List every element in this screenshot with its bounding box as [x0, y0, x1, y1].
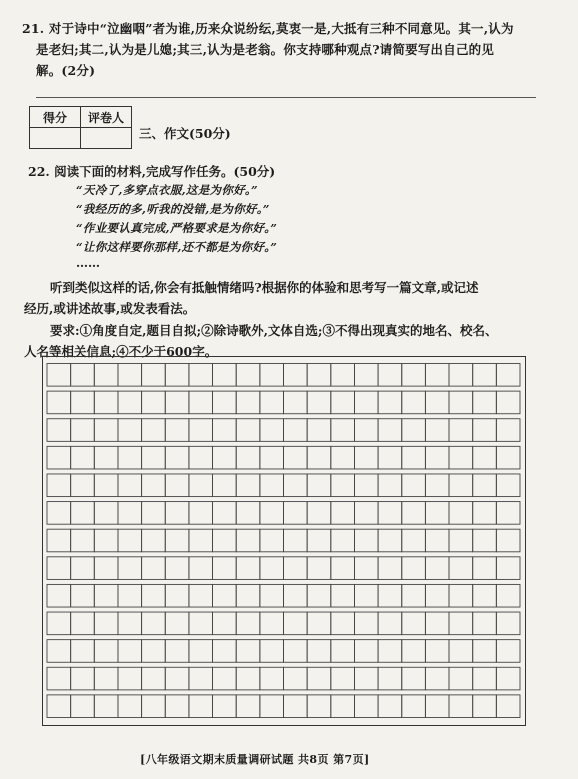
grid-cell[interactable]: [236, 502, 260, 525]
grid-cell[interactable]: [331, 502, 355, 525]
grid-cell[interactable]: [473, 557, 497, 580]
grid-cell[interactable]: [165, 529, 189, 552]
grid-cell[interactable]: [473, 640, 497, 663]
grid-cell[interactable]: [402, 502, 426, 525]
answer-line: [36, 97, 536, 98]
grid-cell[interactable]: [473, 529, 497, 552]
grid-cell[interactable]: [354, 474, 378, 497]
grid-cell[interactable]: [449, 612, 473, 635]
grid-cell[interactable]: [307, 695, 331, 718]
grid-cell[interactable]: [496, 667, 520, 690]
grid-cell[interactable]: [118, 584, 142, 607]
grid-cell[interactable]: [47, 474, 71, 497]
grid-cell[interactable]: [236, 529, 260, 552]
grid-cell[interactable]: [189, 612, 213, 635]
grid-cell[interactable]: [142, 446, 166, 469]
grid-cell[interactable]: [165, 667, 189, 690]
grid-cell[interactable]: [307, 529, 331, 552]
grid-cell[interactable]: [189, 529, 213, 552]
grid-cell[interactable]: [165, 502, 189, 525]
grid-cell[interactable]: [236, 640, 260, 663]
grid-cell[interactable]: [94, 474, 118, 497]
grid-cell[interactable]: [118, 695, 142, 718]
grid-cell[interactable]: [260, 529, 284, 552]
grid-cell[interactable]: [165, 557, 189, 580]
grid-cell[interactable]: [496, 640, 520, 663]
grid-cell[interactable]: [189, 446, 213, 469]
grid-cell[interactable]: [142, 667, 166, 690]
grid-cell[interactable]: [47, 364, 71, 387]
grid-cell[interactable]: [165, 474, 189, 497]
grid-cell[interactable]: [284, 667, 308, 690]
grid-cell[interactable]: [473, 667, 497, 690]
grid-cell[interactable]: [331, 667, 355, 690]
grid-cell[interactable]: [142, 364, 166, 387]
grid-cell[interactable]: [425, 446, 449, 469]
grid-cell[interactable]: [473, 612, 497, 635]
grid-cell[interactable]: [118, 364, 142, 387]
grid-cell[interactable]: [189, 640, 213, 663]
grid-cell[interactable]: [402, 557, 426, 580]
grid-cell[interactable]: [260, 391, 284, 414]
grid-cell[interactable]: [331, 640, 355, 663]
grid-cell[interactable]: [449, 640, 473, 663]
grid-cell[interactable]: [284, 612, 308, 635]
grid-cell[interactable]: [425, 474, 449, 497]
grid-cell[interactable]: [449, 446, 473, 469]
grid-cell[interactable]: [94, 640, 118, 663]
quote-ellipsis: ……: [76, 256, 100, 270]
grid-cell[interactable]: [94, 695, 118, 718]
grid-cell[interactable]: [260, 584, 284, 607]
grid-cell[interactable]: [354, 529, 378, 552]
grid-cell[interactable]: [425, 667, 449, 690]
grid-cell[interactable]: [307, 364, 331, 387]
grid-cell[interactable]: [118, 474, 142, 497]
grid-cell[interactable]: [449, 502, 473, 525]
grid-cell[interactable]: [236, 419, 260, 442]
grid-cell[interactable]: [425, 529, 449, 552]
question-21: [22, 18, 542, 81]
grid-cell[interactable]: [94, 502, 118, 525]
grid-cell[interactable]: [284, 529, 308, 552]
grid-cell[interactable]: [402, 446, 426, 469]
grid-cell[interactable]: [449, 364, 473, 387]
grid-cell[interactable]: [94, 446, 118, 469]
grid-cell[interactable]: [260, 446, 284, 469]
grid-cell[interactable]: [47, 419, 71, 442]
grid-cell[interactable]: [236, 695, 260, 718]
grid-cell[interactable]: [496, 584, 520, 607]
grid-cell[interactable]: [94, 419, 118, 442]
grid-cell[interactable]: [260, 474, 284, 497]
grid-cell[interactable]: [71, 640, 95, 663]
grid-cell[interactable]: [402, 529, 426, 552]
grid-cell[interactable]: [189, 695, 213, 718]
grid-cell[interactable]: [331, 695, 355, 718]
grid-cell[interactable]: [307, 502, 331, 525]
grid-cell[interactable]: [307, 667, 331, 690]
grid-cell[interactable]: [496, 474, 520, 497]
grid-cell[interactable]: [47, 446, 71, 469]
grid-cell[interactable]: [425, 502, 449, 525]
grid-cell[interactable]: [473, 502, 497, 525]
grid-cell[interactable]: [142, 640, 166, 663]
grid-cell[interactable]: [496, 529, 520, 552]
grid-cell[interactable]: [213, 584, 237, 607]
grid-cell[interactable]: [354, 640, 378, 663]
grid-cell[interactable]: [165, 584, 189, 607]
grid-cell[interactable]: [213, 640, 237, 663]
grid-cell[interactable]: [47, 640, 71, 663]
grid-cell[interactable]: [449, 667, 473, 690]
grid-cell[interactable]: [213, 391, 237, 414]
grid-cell[interactable]: [331, 612, 355, 635]
grid-cell[interactable]: [307, 446, 331, 469]
question-21-line-3: 解。(2分): [36, 63, 96, 78]
grid-cell[interactable]: [378, 612, 402, 635]
grid-cell[interactable]: [189, 474, 213, 497]
grid-cell[interactable]: [284, 364, 308, 387]
grid-cell[interactable]: [331, 364, 355, 387]
grid-cell[interactable]: [449, 695, 473, 718]
grid-cell[interactable]: [236, 364, 260, 387]
grid-cell[interactable]: [142, 474, 166, 497]
grid-cell[interactable]: [118, 667, 142, 690]
grid-cell[interactable]: [354, 612, 378, 635]
score-header: 得分: [30, 107, 81, 128]
grid-cell[interactable]: [236, 391, 260, 414]
grid-cell[interactable]: [189, 584, 213, 607]
grid-cell[interactable]: [449, 419, 473, 442]
grid-row: [47, 419, 520, 442]
grid-cell[interactable]: [118, 391, 142, 414]
grid-cell[interactable]: [260, 364, 284, 387]
grid-cell[interactable]: [260, 502, 284, 525]
grid-cell[interactable]: [165, 695, 189, 718]
grid-cell[interactable]: [378, 474, 402, 497]
grid-cell[interactable]: [142, 529, 166, 552]
grid-row: [47, 529, 520, 552]
grid-cell[interactable]: [260, 640, 284, 663]
grid-cell[interactable]: [354, 446, 378, 469]
grid-cell[interactable]: [402, 695, 426, 718]
grid-cell[interactable]: [378, 502, 402, 525]
writing-prompt: [24, 277, 544, 319]
grid-cell[interactable]: [307, 419, 331, 442]
grid-cell[interactable]: [425, 364, 449, 387]
grid-cell[interactable]: [473, 695, 497, 718]
grid-cell[interactable]: [118, 557, 142, 580]
grid-cell[interactable]: [473, 419, 497, 442]
grid-cell[interactable]: [378, 557, 402, 580]
grid-cell[interactable]: [284, 557, 308, 580]
grid-cell[interactable]: [473, 584, 497, 607]
grid-cell[interactable]: [354, 364, 378, 387]
grid-cell[interactable]: [94, 612, 118, 635]
grid-row: [47, 446, 520, 469]
grid-cell[interactable]: [496, 364, 520, 387]
question-21-line-2: 是老妇;其二,认为是儿媳;其三,认为是老翁。你支持哪种观点?请简要写出自己的见: [36, 42, 495, 57]
grid-cell[interactable]: [47, 667, 71, 690]
grid-cell[interactable]: [473, 391, 497, 414]
grid-cell[interactable]: [307, 557, 331, 580]
grid-cell[interactable]: [213, 502, 237, 525]
composition-grid-lines: [43, 357, 524, 724]
grid-row: [47, 364, 520, 387]
grid-cell[interactable]: [402, 667, 426, 690]
grid-cell[interactable]: [354, 419, 378, 442]
grid-cell[interactable]: [331, 584, 355, 607]
grid-cell[interactable]: [473, 446, 497, 469]
grid-cell[interactable]: [331, 529, 355, 552]
grid-cell[interactable]: [378, 364, 402, 387]
grid-cell[interactable]: [378, 419, 402, 442]
grid-cell[interactable]: [402, 419, 426, 442]
grid-cell[interactable]: [118, 640, 142, 663]
grid-cell[interactable]: [165, 391, 189, 414]
grid-cell[interactable]: [496, 557, 520, 580]
grid-cell[interactable]: [354, 584, 378, 607]
grid-cell[interactable]: [425, 419, 449, 442]
grid-cell[interactable]: [260, 557, 284, 580]
grid-cell[interactable]: [284, 391, 308, 414]
grid-cell[interactable]: [47, 502, 71, 525]
grid-cell[interactable]: [354, 391, 378, 414]
grid-cell[interactable]: [94, 529, 118, 552]
grid-cell[interactable]: [331, 557, 355, 580]
grid-cell[interactable]: [354, 502, 378, 525]
grid-cell[interactable]: [118, 502, 142, 525]
grid-row: [47, 391, 520, 414]
grid-cell[interactable]: [354, 557, 378, 580]
grid-cell[interactable]: [378, 529, 402, 552]
grid-cell[interactable]: [213, 446, 237, 469]
grid-cell[interactable]: [71, 419, 95, 442]
grid-cell[interactable]: [71, 557, 95, 580]
grid-cell[interactable]: [449, 474, 473, 497]
grid-cell[interactable]: [189, 557, 213, 580]
grid-cell[interactable]: [260, 667, 284, 690]
grid-row: [47, 667, 520, 690]
section-heading: 三、作文(50分): [139, 126, 231, 141]
grid-cell[interactable]: [378, 584, 402, 607]
quote-3: “作业要认真完成,严格要求是为你好。”: [76, 221, 278, 235]
grid-cell[interactable]: [213, 612, 237, 635]
grid-cell[interactable]: [213, 695, 237, 718]
grid-cell[interactable]: [165, 612, 189, 635]
grid-cell[interactable]: [71, 474, 95, 497]
grid-cell[interactable]: [260, 419, 284, 442]
grid-cell[interactable]: [331, 419, 355, 442]
grid-cell[interactable]: [307, 474, 331, 497]
grid-cell[interactable]: [378, 446, 402, 469]
grid-cell[interactable]: [307, 640, 331, 663]
grid-row: [47, 612, 520, 635]
grid-cell[interactable]: [236, 557, 260, 580]
grid-cell[interactable]: [71, 364, 95, 387]
grid-cell[interactable]: [496, 502, 520, 525]
grid-cell[interactable]: [449, 557, 473, 580]
grid-cell[interactable]: [496, 391, 520, 414]
grid-cell[interactable]: [71, 502, 95, 525]
grid-cell[interactable]: [118, 419, 142, 442]
grid-cell[interactable]: [94, 364, 118, 387]
writing-prompt-line-2: 经历,或讲述故事,或发表看法。: [24, 301, 196, 316]
grid-cell[interactable]: [496, 446, 520, 469]
grid-cell[interactable]: [425, 557, 449, 580]
grid-cell[interactable]: [496, 612, 520, 635]
grid-cell[interactable]: [425, 391, 449, 414]
grid-cell[interactable]: [118, 446, 142, 469]
grid-cell[interactable]: [307, 612, 331, 635]
grid-cell[interactable]: [236, 584, 260, 607]
grid-cell[interactable]: [378, 695, 402, 718]
grid-cell[interactable]: [449, 391, 473, 414]
grid-cell[interactable]: [402, 364, 426, 387]
grid-cell[interactable]: [284, 640, 308, 663]
question-22-title: 22. 阅读下面的材料,完成写作任务。(50分): [28, 164, 276, 179]
grid-cell[interactable]: [496, 419, 520, 442]
grid-cell[interactable]: [213, 474, 237, 497]
writing-prompt-line-1: 听到类似这样的话,你会有抵触情绪吗?根据你的体验和思考写一篇文章,或记述: [50, 280, 479, 295]
grid-cell[interactable]: [71, 667, 95, 690]
grid-cell[interactable]: [165, 419, 189, 442]
grid-cell[interactable]: [236, 474, 260, 497]
grid-cell[interactable]: [425, 640, 449, 663]
grid-cell[interactable]: [402, 584, 426, 607]
grid-cell[interactable]: [354, 695, 378, 718]
grid-row: [47, 584, 520, 607]
grid-cell[interactable]: [47, 391, 71, 414]
grid-row: [47, 474, 520, 497]
grid-cell[interactable]: [142, 695, 166, 718]
page-footer: [八年级语文期末质量调研试题 共8页 第7页]: [140, 753, 370, 766]
grid-cell[interactable]: [94, 391, 118, 414]
grid-cell[interactable]: [425, 612, 449, 635]
grid-cell[interactable]: [189, 419, 213, 442]
grid-cell[interactable]: [402, 640, 426, 663]
grid-cell[interactable]: [189, 502, 213, 525]
grid-cell[interactable]: [94, 584, 118, 607]
grid-cell[interactable]: [165, 446, 189, 469]
grid-cell[interactable]: [71, 695, 95, 718]
grid-row: [47, 695, 520, 718]
grid-row: [47, 557, 520, 580]
grid-cell[interactable]: [213, 364, 237, 387]
grid-cell[interactable]: [260, 695, 284, 718]
writing-requirements-line-1: 要求:①角度自定,题目自拟;②除诗歌外,文体自选;③不得出现真实的地名、校名、: [50, 323, 498, 338]
grid-cell[interactable]: [189, 364, 213, 387]
grid-cell[interactable]: [284, 695, 308, 718]
grid-cell[interactable]: [496, 695, 520, 718]
grid-cell[interactable]: [71, 391, 95, 414]
grid-cell[interactable]: [284, 502, 308, 525]
grid-cell[interactable]: [307, 584, 331, 607]
grid-cell[interactable]: [189, 391, 213, 414]
writing-requirements-line-2: 人名等相关信息;④不少于600字。: [24, 344, 218, 359]
composition-grid[interactable]: [42, 356, 526, 726]
grid-cell[interactable]: [142, 502, 166, 525]
quote-4: “让你这样要你那样,还不都是为你好。”: [76, 240, 278, 254]
grid-cell[interactable]: [331, 446, 355, 469]
grid-cell[interactable]: [47, 584, 71, 607]
grid-cell[interactable]: [189, 667, 213, 690]
grid-cell[interactable]: [236, 612, 260, 635]
grid-cell[interactable]: [165, 364, 189, 387]
grid-cell[interactable]: [94, 557, 118, 580]
grid-cell[interactable]: [402, 474, 426, 497]
grid-row: [47, 502, 520, 525]
grid-cell[interactable]: [213, 667, 237, 690]
quote-2: “我经历的多,听我的没错,是为你好。”: [76, 202, 270, 216]
grid-cell[interactable]: [47, 612, 71, 635]
grid-cell[interactable]: [71, 612, 95, 635]
grid-cell[interactable]: [449, 584, 473, 607]
grid-cell[interactable]: [71, 529, 95, 552]
grid-cell[interactable]: [94, 667, 118, 690]
grid-cell[interactable]: [402, 612, 426, 635]
grid-cell[interactable]: [331, 391, 355, 414]
grid-cell[interactable]: [473, 474, 497, 497]
grid-cell[interactable]: [118, 612, 142, 635]
grid-cell[interactable]: [354, 667, 378, 690]
question-21-line-1: 21. 对于诗中“泣幽咽”者为谁,历来众说纷纭,莫衷一是,大抵有三种不同意见。其一,认为: [22, 21, 514, 36]
grid-cell[interactable]: [213, 529, 237, 552]
grid-cell[interactable]: [378, 391, 402, 414]
grid-cell[interactable]: [71, 584, 95, 607]
grid-cell[interactable]: [47, 529, 71, 552]
grid-cell[interactable]: [118, 529, 142, 552]
grid-cell[interactable]: [142, 419, 166, 442]
grader-header: 评卷人: [81, 107, 132, 128]
grader-cell[interactable]: [81, 128, 132, 149]
grid-cell[interactable]: [284, 584, 308, 607]
grid-cell[interactable]: [165, 640, 189, 663]
grid-cell[interactable]: [142, 584, 166, 607]
grid-row: [47, 640, 520, 663]
grid-cell[interactable]: [425, 695, 449, 718]
grid-cell[interactable]: [307, 391, 331, 414]
score-table: [29, 106, 132, 149]
grid-cell[interactable]: [378, 640, 402, 663]
grid-cell[interactable]: [47, 695, 71, 718]
grid-cell[interactable]: [213, 419, 237, 442]
score-cell[interactable]: [30, 128, 81, 149]
grid-cell[interactable]: [142, 612, 166, 635]
grid-cell[interactable]: [473, 364, 497, 387]
grid-cell[interactable]: [71, 446, 95, 469]
grid-cell[interactable]: [449, 529, 473, 552]
grid-cell[interactable]: [260, 612, 284, 635]
quote-1: “天冷了,多穿点衣服,这是为你好。”: [76, 183, 258, 197]
grid-cell[interactable]: [331, 474, 355, 497]
grid-cell[interactable]: [402, 391, 426, 414]
grid-cell[interactable]: [425, 584, 449, 607]
grid-cell[interactable]: [142, 557, 166, 580]
grid-cell[interactable]: [284, 419, 308, 442]
grid-cell[interactable]: [378, 667, 402, 690]
grid-cell[interactable]: [284, 474, 308, 497]
grid-cell[interactable]: [284, 446, 308, 469]
grid-cell[interactable]: [236, 667, 260, 690]
grid-cell[interactable]: [213, 557, 237, 580]
grid-cell[interactable]: [47, 557, 71, 580]
grid-cell[interactable]: [236, 446, 260, 469]
grid-cell[interactable]: [142, 391, 166, 414]
